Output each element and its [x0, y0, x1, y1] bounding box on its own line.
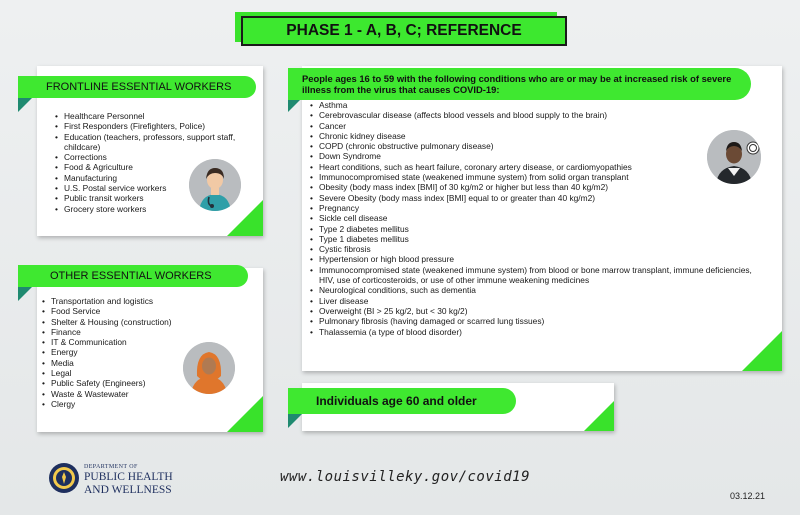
list-item: • Clergy: [42, 399, 232, 409]
seniors-heading-text: Individuals age 60 and older: [316, 394, 477, 408]
list-item: • Waste & Wastewater: [42, 389, 232, 399]
list-item: • Food Service: [42, 306, 232, 316]
list-item: • First Responders (Firefighters, Police): [55, 121, 240, 131]
list-item: • Corrections: [55, 152, 240, 162]
man-mask-avatar-icon: [707, 130, 761, 184]
woman-hijab-avatar-icon: [183, 342, 235, 394]
list-item: • Type 2 diabetes mellitus: [310, 224, 765, 234]
list-item: • Thalassemia (a type of blood disorder): [310, 327, 765, 337]
conditions-card: [302, 66, 782, 371]
list-item: • Legal: [42, 368, 232, 378]
other-heading-text: OTHER ESSENTIAL WORKERS: [50, 270, 212, 282]
list-item: • Public transit workers: [55, 193, 240, 203]
list-item: • Finance: [42, 327, 232, 337]
list-item: • Energy: [42, 347, 232, 357]
list-item: • Severe Obesity (body mass index [BMI] equal to or greater than 40 kg/m2): [310, 193, 765, 203]
nurse-avatar-icon: [189, 159, 241, 211]
list-item: • Pregnancy: [310, 203, 765, 213]
list-item: • Immunocompromised state (weakened immune system) from blood or bone marrow transplant, immune deficiencies, HIV, use of corticosteroids, or use of other immune weakening medicines: [310, 265, 765, 286]
title-banner: [235, 12, 567, 46]
list-item: • Pulmonary fibrosis (having damaged or scarred lung tissues): [310, 316, 765, 326]
website-link[interactable]: www.louisvilleky.gov/covid19: [280, 469, 531, 485]
list-item: • COPD (chronic obstructive pulmonary disease): [310, 141, 765, 151]
list-item: • Immunocompromised state (weakened immune system) from solid organ transplant: [310, 172, 765, 182]
list-item: • Shelter & Housing (construction): [42, 317, 232, 327]
list-item: • Education (teachers, professors, support staff, childcare): [55, 132, 240, 153]
other-heading: [18, 265, 248, 287]
publish-date: 03.12.21: [730, 491, 766, 501]
frontline-heading: [18, 76, 256, 98]
list-item: • Type 1 diabetes mellitus: [310, 234, 765, 244]
list-item: • Down Syndrome: [310, 151, 765, 161]
list-item: • Food & Agriculture: [55, 162, 240, 172]
list-item: • Media: [42, 358, 232, 368]
list-item: • Hypertension or high blood pressure: [310, 254, 765, 264]
logo-small-text: DEPARTMENT OF: [84, 464, 138, 470]
page-title: PHASE 1 - A, B, C; REFERENCE: [241, 16, 567, 46]
list-item: • Cystic fibrosis: [310, 244, 765, 254]
list-item: • Manufacturing: [55, 173, 240, 183]
seal-icon: [48, 462, 80, 499]
frontline-heading-text: FRONTLINE ESSENTIAL WORKERS: [46, 81, 232, 93]
card-corner-fold: [742, 331, 782, 371]
list-item: • Sickle cell disease: [310, 213, 765, 223]
list-item: • Public Safety (Engineers): [42, 378, 232, 388]
seniors-heading: [288, 388, 516, 414]
list-item: • Obesity (body mass index [BMI] of 30 kg/m2 or higher but less than 40 kg/m2): [310, 182, 765, 192]
list-item: • Cerebrovascular disease (affects blood vessels and blood supply to the brain): [310, 110, 765, 120]
list-item: • Cancer: [310, 121, 765, 131]
conditions-heading-text: People ages 16 to 59 with the following conditions who are or may be at increased risk of severe illness from the virus that causes COVID-19:: [302, 73, 732, 95]
list-item: • Heart conditions, such as heart failure, coronary artery disease, or cardiomyopathies: [310, 162, 765, 172]
list-item: • Liver disease: [310, 296, 765, 306]
other-card: [37, 268, 263, 432]
list-item: • IT & Communication: [42, 337, 232, 347]
list-item: • Asthma: [310, 100, 765, 110]
list-item: • Overweight (BI > 25 kg/2, but < 30 kg/2): [310, 306, 765, 316]
list-item: • U.S. Postal service workers: [55, 183, 240, 193]
department-logo-text: [84, 464, 173, 496]
list-item: • Neurological conditions, such as dementia: [310, 285, 765, 295]
logo-line-1: PUBLIC HEALTH: [84, 471, 173, 483]
list-item: • Grocery store workers: [55, 204, 240, 214]
conditions-list: [310, 100, 765, 337]
conditions-heading: [288, 68, 751, 100]
list-item: • Chronic kidney disease: [310, 131, 765, 141]
logo-line-2: AND WELLNESS: [84, 483, 172, 496]
card-corner-fold: [584, 401, 614, 431]
card-corner-fold: [227, 396, 263, 432]
list-item: • Transportation and logistics: [42, 296, 232, 306]
list-item: • Healthcare Personnel: [55, 111, 240, 121]
